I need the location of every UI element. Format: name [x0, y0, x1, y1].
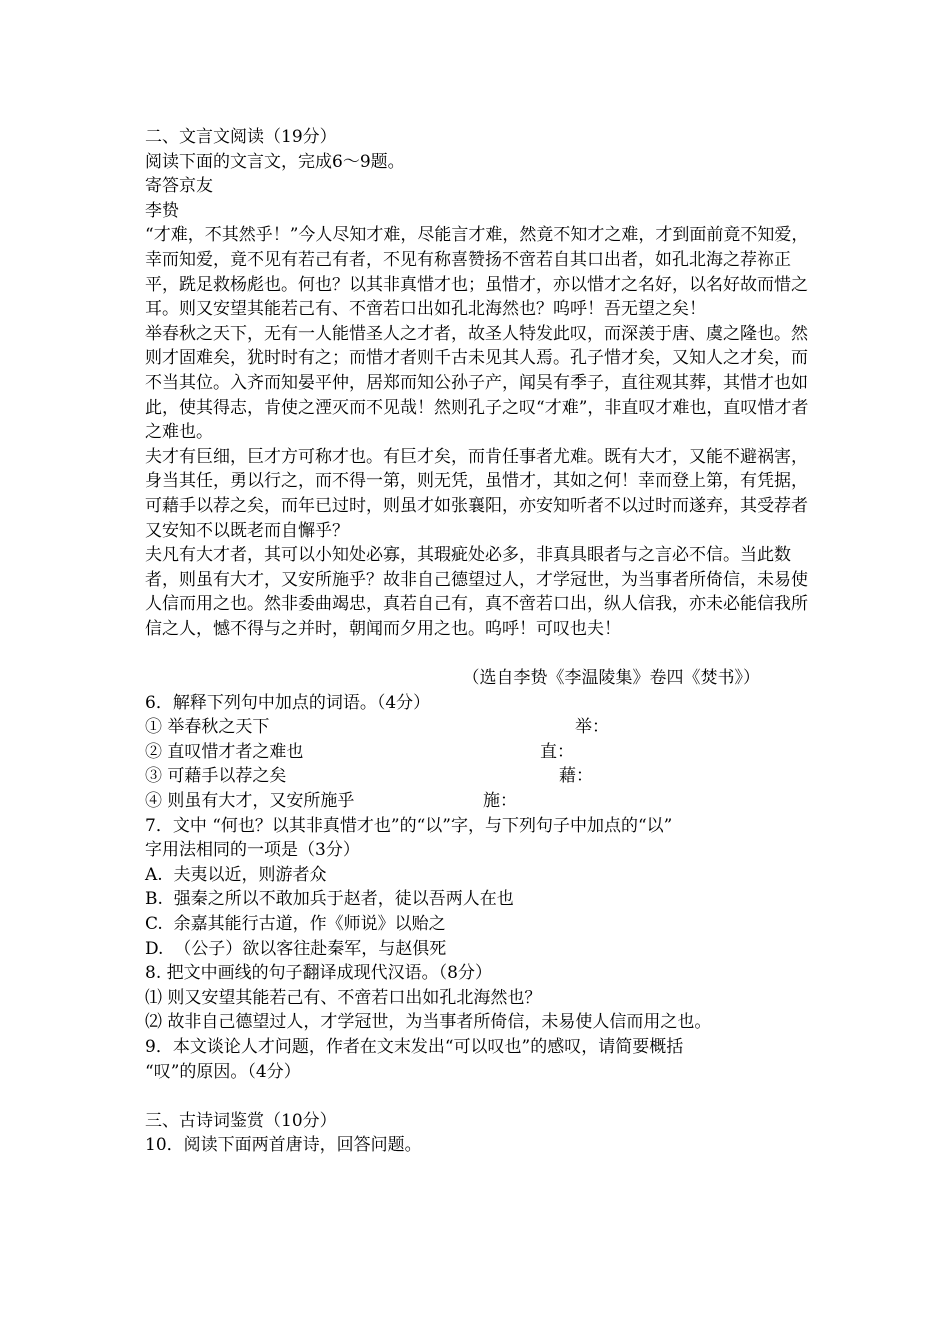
passage-paragraph: 夫才有巨细，巨才方可称才也。有巨才矣，而肯任事者尤难。既有大才，又能不避祸害，身当其任，勇以行之，而不得一第，则无凭，虽惜才，其如之何！幸而登上第，有凭据，可藉手以荐之矣，而年已过时，则虽才如张襄阳，亦安知听者不以过时而遂弃，其受荐者又安知不以既老而自懈乎？: [145, 446, 808, 541]
question-9-stem: “叹”的原因。（4分）: [145, 1061, 301, 1082]
question-7-option: D. （公子）欲以客往赴秦军，与赵俱死: [145, 938, 447, 959]
passage-author: 李贽: [145, 200, 179, 221]
question-6-item: [145, 740, 815, 765]
question-7-option: B. 强秦之所以不敢加兵于赵者，徒以吾两人在也: [145, 889, 514, 910]
question-8-stem: 8. 把文中画线的句子翻译成现代汉语。（8分）: [145, 963, 492, 984]
passage-paragraph: “才难，不其然乎！”今人尽知才难，尽能言才难，然竟不知才之难，才到面前竟不知爱，幸而知爱，竟不见有若己有者，不见有称喜赞扬不啻若自其口出者，如孔北海之荐祢正平，跣足救杨彪也。何也？以其非真惜才也；虽惜才，亦以惜才之名好，以名好故而惜之耳。则又安望其能若己有、不啻若口出如孔北海然也？呜呼！吾无望之矣！: [145, 225, 809, 320]
passage-paragraph: 举春秋之天下，无有一人能惜圣人之才者，故圣人特发此叹，而深羡于唐、虞之隆也。然则才固难矣，犹时时有之；而惜才者则千古未见其人焉。孔子惜才矣，又知人之才矣，而不当其位。入齐而知晏平仲，居郑而知公孙子产，闻吴有季子，直往观其葬，其惜才也如此，使其得志，肯使之湮灭而不见哉！然则孔子之叹“才难”，非直叹才难也，直叹惜才者之难也。: [145, 323, 809, 443]
passage-paragraph: 夫凡有大才者，其可以小知处必寡，其瑕疵处必多，非真具眼者与之言必不信。当此数者，则虽有大才，又安所施乎？故非自己德望过人，才学冠世，为当事者所倚信，未易使人信而用之也。然非委曲竭忠，真若自己有，真不啻若口出，纵人信我，亦未必能信我所信之人，憾不得与之并时，朝闻而夕用之也。呜呼！可叹也夫！: [145, 545, 808, 639]
question-7-stem: 7．文中 “何也？以其非真惜才也”的“以”字，与下列句子中加点的“以”: [145, 815, 673, 836]
spacer: [145, 1084, 815, 1109]
question-6-sentence: ③ 可藉手以荐之矣: [145, 766, 287, 787]
question-7-option: C. 余嘉其能行古道，作《师说》以贻之: [145, 914, 446, 934]
question-6-sentence: ① 举春秋之天下: [145, 717, 270, 738]
passage-title: 寄答京友: [145, 176, 213, 197]
section-heading-classical-reading: 二、文言文阅读（19分）: [145, 127, 337, 147]
answer-blank-label: 直：: [540, 741, 574, 762]
answer-blank-label: 举：: [575, 717, 609, 738]
reading-instruction: 阅读下面的文言文，完成6～9题。: [145, 151, 405, 172]
question-6-stem: 6．解释下列句中加点的词语。（4分）: [145, 692, 431, 713]
question-7-stem: 字用法相同的一项是（3分）: [145, 840, 360, 861]
section-heading-poetry: 三、古诗词鉴赏（10分）: [145, 1110, 337, 1131]
answer-blank-label: 施：: [483, 791, 517, 812]
question-8-item: ⑵ 故非自己德望过人，才学冠世，为当事者所倚信，未易使人信而用之也。: [145, 1012, 712, 1033]
question-6-item: [145, 789, 815, 814]
answer-blank-label: 藉：: [559, 766, 593, 787]
question-6-item: [145, 764, 815, 789]
question-7-option: A. 夫夷以近，则游者众: [145, 864, 327, 885]
question-10-stem: 10．阅读下面两首唐诗，回答问题。: [145, 1135, 422, 1156]
question-6-sentence: ② 直叹惜才者之难也: [145, 741, 304, 762]
question-8-item: ⑴ 则又安望其能若己有、不啻若口出如孔北海然也？: [145, 987, 542, 1008]
document-page: [145, 125, 815, 1158]
question-9-stem: 9．本文谈论人才问题，作者在文末发出“可以叹也”的感叹，请简要概括: [145, 1036, 684, 1057]
question-6-item: [145, 715, 815, 740]
passage-source: （选自李贽《李温陵集》卷四《焚书》）: [462, 668, 760, 689]
question-6-sentence: ④ 则虽有大才，又安所施乎: [145, 791, 355, 812]
spacer: [145, 641, 815, 666]
